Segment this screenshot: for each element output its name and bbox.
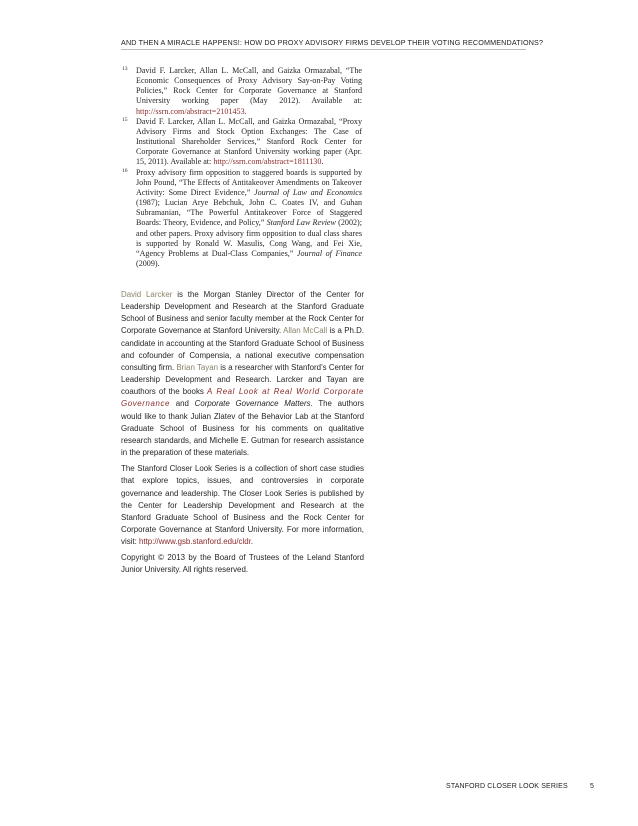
page-number: 5 [590, 783, 595, 790]
author-name-larcker: David Larcker [121, 290, 173, 299]
journal-title: Stanford Law Review [266, 218, 336, 228]
footnote-number: 13 [122, 66, 128, 72]
author-section [121, 289, 364, 581]
journal-title: Journal of Finance [296, 248, 362, 258]
journal-title: Journal of Law and Economics [254, 187, 362, 197]
header-rule [121, 49, 526, 50]
footnote-text: Proxy advisory firm opposition to staggered boards is supported by John Pound, “The Effects of Antitakeover Amendments on Takeover Activity: Some Direct Evidence,” Journal of Law and Economics (1987); Lucian Arye Bebchuk, John C. Coates IV, and Guhan Subramanian, “The Powerful Antitakeover Force of Staggered Boards: Theory, Evidence, and Policy,” Stanford Law Review (2002); and other papers. Proxy advisory firm opposition to dual class shares is supported by Ronald W. Masulis, Cong Wang, and Fei Xie, “Agency Problems at Dual-Class Companies,” Journal of Finance (2009). [136, 167, 362, 268]
series-url-link[interactable]: http://www.gsb.stanford.edu/cldr [138, 537, 251, 547]
book-title-governance-matters: Corporate Governance Matters [194, 399, 311, 409]
footnote-link[interactable]: http://ssrn.com/abstract=2101453 [136, 106, 245, 116]
footer-series-name: STANFORD CLOSER LOOK SERIES [446, 783, 568, 790]
footnote-number: 16 [122, 167, 128, 174]
author-bio: David Larcker is the Morgan Stanley Director of the Center for Leadership Development and Research at the Stanford Graduate School of Business and senior faculty member at the Rock Center for Corporate Governance at Stanford University. Allan McCall is a Ph.D. candidate in accounting at the Stanford Graduate School of Business and cofounder of Compensia, a national executive compensation consulting firm. Brian Tayan is a researcher with Stanford’s Center for Leadership Development and Research. Larcker and Tayan are coauthors of the books A Real Look at Real World Corporate Governance and Corporate Governance Matters. The authors would like to thank Julian Zlatev of the Behavior Lab at the Stanford Graduate School of Business for his comments on qualitative research standards, and Michelle E. Gutman for research assistance in the preparation of these materials. [121, 290, 364, 458]
author-name-tayan: Brian Tayan [176, 362, 219, 372]
footnote-link[interactable]: http://ssrn.com/abstract=1811130 [213, 157, 322, 167]
footnote-15 [122, 117, 362, 168]
author-name-mccall: Allan McCall [283, 326, 328, 336]
footnote-text: David F. Larcker, Allan L. McCall, and Gaizka Ormazabal, “The Economic Consequences of Proxy Advisory Say-on-Pay Voting Policies,” Rock Center for Corporate Governance at Stanford University working paper (May 2012). Available at: http://ssrn.com/abstract=2101453. [136, 66, 362, 116]
footnote-text: David F. Larcker, Allan L. McCall, and Gaizka Ormazabal, “Proxy Advisory Firms and Stock Option Exchanges: The Case of Institutional Shareholder Services,” Stanford Rock Center for Corporate Governance at Stanford University working paper (Apr. 15, 2011). Available at: http://ssrn.com/abstract=1811130. [136, 116, 362, 167]
footnote-number: 15 [122, 116, 128, 123]
footnote-16 [122, 168, 362, 270]
series-description: The Stanford Closer Look Series is a collection of short case studies that explore topics, issues, and controversies in corporate governance and leadership. The Closer Look Series is published by the Center for Leadership Development and Research at the Stanford Graduate School of Business and the Rock Center for Corporate Governance at Stanford University. For more information, visit: http://www.gsb.stanford.edu/cldr. [121, 464, 364, 547]
running-header: AND THEN A MIRACLE HAPPENS!: HOW DO PROXY ADVISORY FIRMS DEVELOP THEIR VOTING RECOMMENDATIONS? [121, 38, 544, 47]
copyright-notice: Copyright © 2013 by the Board of Trustees of the Leland Stanford Junior University. All rights reserved. [121, 553, 364, 575]
footnotes [122, 66, 362, 269]
footnote-13 [122, 66, 362, 117]
book-title-real-look: A Real Look at Real World Corporate Governance [121, 387, 364, 409]
